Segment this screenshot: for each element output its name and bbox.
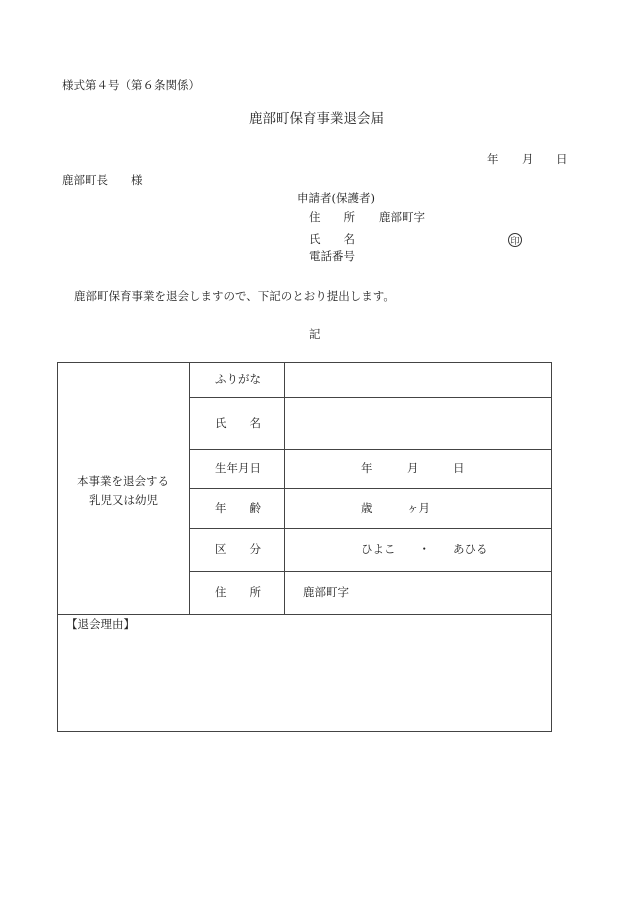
seal-mark: 印 [508, 233, 522, 247]
row-divider [189, 397, 552, 398]
applicant-address-value[interactable]: 鹿部町字 [379, 210, 425, 224]
row-value-category[interactable]: ひよこ ・ あひる [361, 542, 488, 556]
row-label-birthdate: 生年月日 [215, 461, 261, 475]
row-value-address[interactable]: 鹿部町字 [303, 585, 349, 599]
applicant-heading: 申請者(保護者) [297, 191, 375, 205]
row-value-birthdate[interactable]: 年 月 日 [361, 461, 465, 475]
addressee: 鹿部町長 様 [62, 173, 143, 187]
applicant-name-label: 氏 名 [309, 232, 355, 246]
applicant-address-label: 住 所 [309, 210, 355, 224]
row-divider [189, 449, 552, 450]
reason-divider [58, 614, 552, 615]
form-number: 様式第４号（第６条関係） [62, 78, 200, 92]
date-day-label: 日 [556, 152, 568, 166]
statement-text: 鹿部町保育事業を退会しますので、下記のとおり提出します。 [74, 289, 395, 303]
child-group-label-2: 乳児又は幼児 [89, 493, 158, 507]
row-divider [189, 528, 552, 529]
child-group-label-1: 本事業を退会する [77, 474, 169, 488]
page-title: 鹿部町保育事業退会届 [249, 111, 384, 127]
ki-heading: 記 [309, 327, 321, 341]
row-label-furigana: ふりがな [215, 372, 261, 386]
date-year-label: 年 [487, 152, 499, 166]
row-label-age: 年 齢 [215, 501, 261, 515]
row-value-age[interactable]: 歳 ヶ月 [361, 501, 430, 515]
row-label-category: 区 分 [215, 542, 261, 556]
row-divider [189, 488, 552, 489]
form-table [57, 362, 552, 732]
row-divider [189, 571, 552, 572]
reason-label: 【退会理由】 [66, 617, 135, 631]
row-label-name: 氏 名 [215, 416, 261, 430]
applicant-phone-label: 電話番号 [309, 249, 355, 263]
row-label-address: 住 所 [215, 585, 261, 599]
date-month-label: 月 [522, 152, 534, 166]
